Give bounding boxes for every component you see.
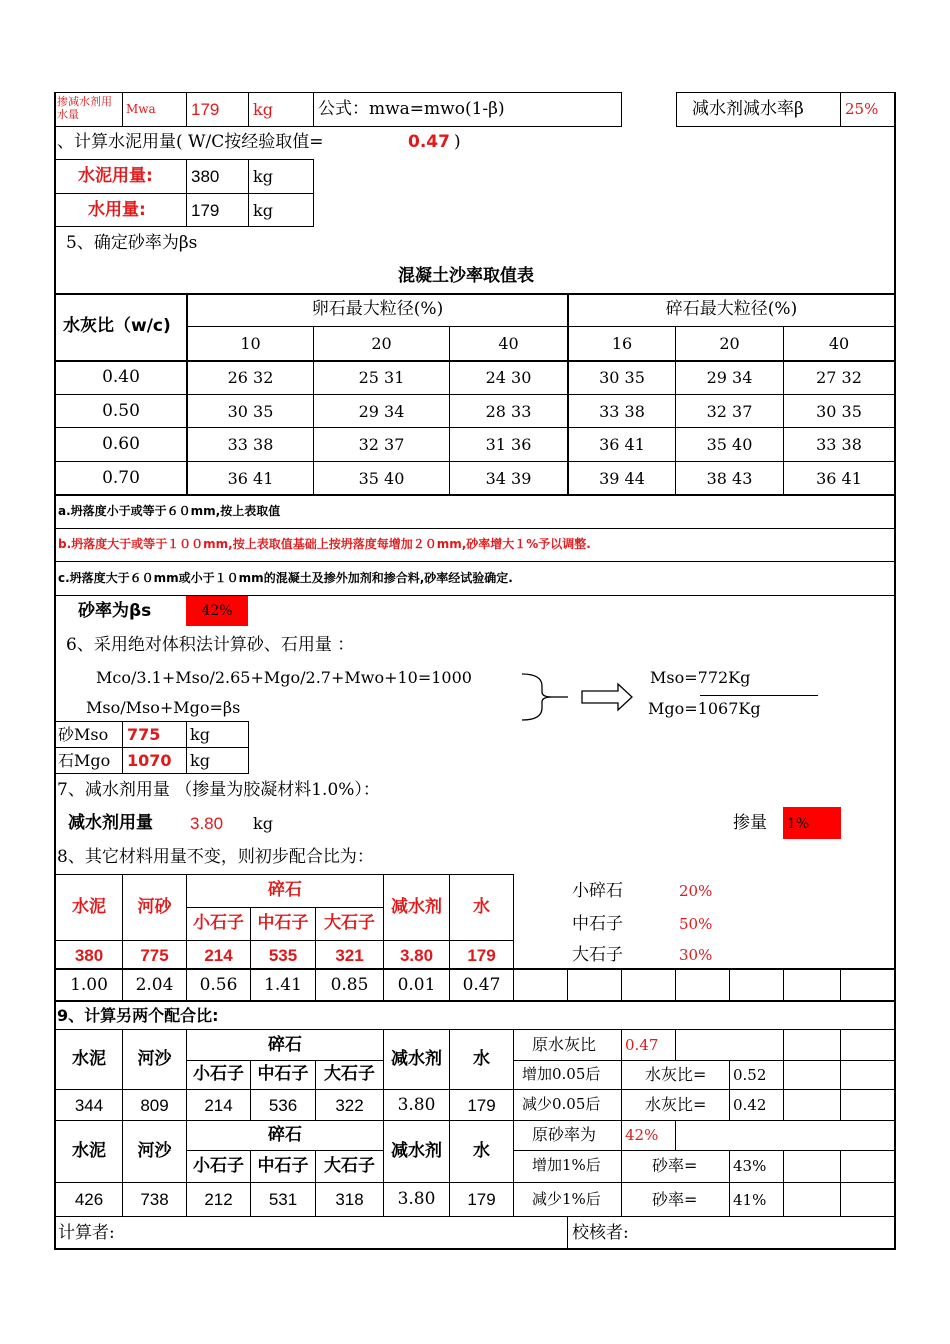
table-cell: 35 40 xyxy=(358,469,405,488)
table-cell: 28 33 xyxy=(485,402,532,421)
checker-label: 校核者: xyxy=(572,1223,629,1243)
mix2-value: 318 xyxy=(335,1190,364,1209)
dec-wc-value: 0.42 xyxy=(733,1096,767,1114)
mix1-value: 214 xyxy=(204,1096,233,1115)
table-cell: 27 32 xyxy=(816,368,862,387)
mix2-value: 531 xyxy=(268,1190,298,1209)
col-small: 小石子 xyxy=(193,1064,244,1084)
equation-2: Mso/Mso+Mgo=βs xyxy=(86,698,241,717)
mix1-value: 809 xyxy=(140,1096,169,1115)
split-value: 20% xyxy=(679,882,713,900)
table-cell: 36 41 xyxy=(816,469,862,488)
col-small: 小石子 xyxy=(193,913,244,933)
ratio-value: 0.47 xyxy=(462,975,501,995)
table-cell: 30 35 xyxy=(599,368,645,387)
mix2-value: 179 xyxy=(467,1190,496,1209)
col-gravel: 碎石 xyxy=(268,1125,302,1145)
reduction-rate-value: 25% xyxy=(845,100,879,118)
table-cell: 33 38 xyxy=(599,402,645,421)
water-value: 179 xyxy=(191,201,220,220)
mix-value: 3.80 xyxy=(399,946,434,965)
mix-value: 214 xyxy=(204,946,233,965)
water-label: 水用量: xyxy=(88,200,146,220)
cement-value: 380 xyxy=(191,167,220,186)
dose-value: 1% xyxy=(787,816,810,832)
note-b: b.坍落度大于或等于１００mm,按上表取值基础上按坍落度每增加２０mm,砂率增大１%予以调整. xyxy=(58,537,591,551)
wc-row-label: 0.70 xyxy=(102,468,140,488)
cement-calc-close: ) xyxy=(454,132,461,152)
size-16: 16 xyxy=(611,334,633,353)
table-cell: 36 41 xyxy=(599,435,645,454)
wc-row-label: 0.50 xyxy=(102,401,140,421)
inc-label: 增加0.05后 xyxy=(522,1065,601,1083)
wc-row-header: 水灰比（w/c) xyxy=(63,316,171,336)
mix2-value: 3.80 xyxy=(397,1189,436,1209)
size-20b: 20 xyxy=(719,334,740,353)
mix-value: 179 xyxy=(467,946,496,965)
cement-label: 水泥用量: xyxy=(78,166,153,186)
wc-row-label: 0.40 xyxy=(102,367,140,387)
result-mgo: Mgo=1067Kg xyxy=(648,699,761,718)
col-medium: 中石子 xyxy=(257,913,309,933)
beta-value: 42% xyxy=(201,603,233,619)
ratio-value: 1.41 xyxy=(264,975,302,995)
stone-value: 1070 xyxy=(127,751,172,770)
col-cement: 水泥 xyxy=(72,897,106,917)
gravel-group-header: 碎石最大粒径(%) xyxy=(665,299,798,319)
table-cell: 35 40 xyxy=(706,435,753,454)
col-medium: 中石子 xyxy=(257,1156,309,1176)
orig-wc-label: 原水灰比 xyxy=(532,1035,597,1054)
dose-label: 掺量 xyxy=(733,813,767,833)
col-gravel: 碎石 xyxy=(268,880,302,900)
reducer-unit: kg xyxy=(253,814,273,833)
ratio-value: 1.00 xyxy=(70,975,108,995)
sand-table-title: 混凝土沙率取值表 xyxy=(398,266,534,286)
orig-wc-value: 0.47 xyxy=(625,1036,659,1054)
table-cell: 32 37 xyxy=(358,435,405,454)
col-sand: 河沙 xyxy=(137,1141,172,1161)
inc-sr-value: 43% xyxy=(733,1157,767,1175)
wc-value: 0.47 xyxy=(408,132,450,152)
size-40: 40 xyxy=(498,334,519,353)
ratio-value: 0.01 xyxy=(397,975,436,995)
table-cell: 29 34 xyxy=(706,368,753,387)
table-cell: 26 32 xyxy=(227,368,274,387)
col-sand: 河砂 xyxy=(137,897,172,917)
dec-sr-label: 减少1%后 xyxy=(532,1190,601,1208)
dec-wc-label: 水灰比= xyxy=(645,1095,707,1114)
step8-heading: 8、其它材料用量不变，则初步配合比为： xyxy=(57,847,374,867)
split-value: 30% xyxy=(679,946,713,964)
reducer-label: 减水剂用量 xyxy=(68,813,153,833)
reducer-value: 3.80 xyxy=(190,814,224,833)
table-cell: 36 41 xyxy=(227,469,274,488)
inc-wc-label: 水灰比= xyxy=(645,1065,707,1084)
mix-value: 380 xyxy=(74,946,104,965)
admixture-symbol: Mwa xyxy=(126,102,156,116)
note-c: c.坍落度大于６０mm或小于１０mm的混凝土及掺外加剂和掺合料,砂率经试验确定. xyxy=(58,571,513,585)
table-cell: 32 37 xyxy=(706,402,753,421)
mix2-value: 426 xyxy=(74,1190,104,1209)
table-cell: 24 30 xyxy=(485,368,532,387)
pebble-group-header: 卵石最大粒径(%) xyxy=(311,299,444,319)
col-cement: 水泥 xyxy=(72,1049,106,1069)
col-large: 大石子 xyxy=(324,1064,375,1084)
equation-1: Mco/3.1+Mso/2.65+Mgo/2.7+Mwo+10=1000 xyxy=(96,668,472,687)
table-cell: 38 43 xyxy=(706,469,753,488)
col-large: 大石子 xyxy=(324,913,375,933)
table-cell: 29 34 xyxy=(358,402,405,421)
table-cell: 33 38 xyxy=(816,435,862,454)
admixture-unit: kg xyxy=(253,100,273,119)
inc-sr-label: 增加1%后 xyxy=(532,1156,601,1174)
stone-unit: kg xyxy=(190,751,210,770)
col-water: 水 xyxy=(473,1141,490,1161)
admixture-water-label: 掺减水剂用水量 xyxy=(57,95,112,121)
cement-calc-heading: 、计算水泥用量( W/C按经验取值= xyxy=(57,132,324,152)
stone-label: 石Mgo xyxy=(58,751,111,770)
col-gravel: 碎石 xyxy=(268,1035,302,1055)
mix1-value: 536 xyxy=(268,1096,298,1115)
dec-label: 减少0.05后 xyxy=(522,1095,601,1113)
cement-unit: kg xyxy=(253,167,273,186)
ratio-value: 0.85 xyxy=(330,975,369,995)
ratio-value: 0.56 xyxy=(199,975,238,995)
admixture-value: 179 xyxy=(191,100,220,119)
step7-heading: 7、减水剂用量 （掺量为胶凝材料1.0%）： xyxy=(57,780,380,800)
orig-sr-label: 原砂率为 xyxy=(532,1125,597,1144)
brace-arrow-icon xyxy=(518,670,668,724)
table-cell: 25 31 xyxy=(358,368,405,387)
table-cell: 30 35 xyxy=(227,402,274,421)
col-cement: 水泥 xyxy=(72,1141,106,1161)
col-large: 大石子 xyxy=(324,1156,375,1176)
wc-row-label: 0.60 xyxy=(102,434,140,454)
formula-text: 公式：mwa=mwo(1-β) xyxy=(318,99,505,119)
step5-heading: 5、确定砂率为βs xyxy=(66,233,198,253)
sand-unit: kg xyxy=(190,725,210,744)
reduction-rate-label: 减水剂减水率β xyxy=(692,99,804,119)
size-40b: 40 xyxy=(828,334,850,353)
mix-value: 321 xyxy=(335,946,364,965)
col-small: 小石子 xyxy=(193,1156,244,1176)
water-unit: kg xyxy=(253,201,273,220)
mix-value: 775 xyxy=(140,946,169,965)
size-20: 20 xyxy=(371,334,392,353)
col-medium: 中石子 xyxy=(257,1064,309,1084)
dec-sr-eq: 砂率= xyxy=(652,1190,698,1209)
table-cell: 30 35 xyxy=(816,402,862,421)
beta-label: 砂率为βs xyxy=(78,601,152,621)
split-label: 大石子 xyxy=(572,945,623,965)
col-reducer: 减水剂 xyxy=(391,1049,442,1069)
col-water: 水 xyxy=(473,1049,490,1069)
mix1-value: 3.80 xyxy=(397,1095,436,1115)
split-value: 50% xyxy=(679,915,713,933)
mix1-value: 179 xyxy=(467,1096,496,1115)
orig-sr-value: 42% xyxy=(625,1126,659,1144)
mix2-value: 212 xyxy=(204,1190,233,1209)
table-cell: 34 39 xyxy=(485,469,532,488)
table-cell: 31 36 xyxy=(485,435,532,454)
col-reducer: 减水剂 xyxy=(391,897,442,917)
dec-sr-value: 41% xyxy=(733,1191,767,1209)
mix2-value: 738 xyxy=(140,1190,169,1209)
step9-heading: 9、计算另两个配合比: xyxy=(57,1006,219,1025)
inc-sr-eq: 砂率= xyxy=(652,1156,698,1175)
col-reducer: 减水剂 xyxy=(391,1141,442,1161)
ratio-value: 2.04 xyxy=(135,975,174,995)
mix1-value: 344 xyxy=(74,1096,104,1115)
mix-value: 535 xyxy=(268,946,298,965)
size-10: 10 xyxy=(240,334,261,353)
step6-heading: 6、采用绝对体积法计算砂、石用量 ： xyxy=(66,635,355,655)
note-a: a.坍落度小于或等于６０mm,按上表取值 xyxy=(58,504,281,518)
inc-wc-value: 0.52 xyxy=(733,1066,767,1084)
result-mso: Mso=772Kg xyxy=(650,668,751,687)
col-water: 水 xyxy=(473,897,490,917)
split-label: 中石子 xyxy=(572,914,623,934)
table-cell: 33 38 xyxy=(227,435,274,454)
mix1-value: 322 xyxy=(335,1096,364,1115)
sand-value: 775 xyxy=(127,725,161,744)
col-sand: 河沙 xyxy=(137,1049,172,1069)
sand-label: 砂Mso xyxy=(58,725,109,744)
split-label: 小碎石 xyxy=(572,881,623,901)
table-cell: 39 44 xyxy=(599,469,645,488)
calculator-label: 计算者: xyxy=(58,1223,115,1243)
